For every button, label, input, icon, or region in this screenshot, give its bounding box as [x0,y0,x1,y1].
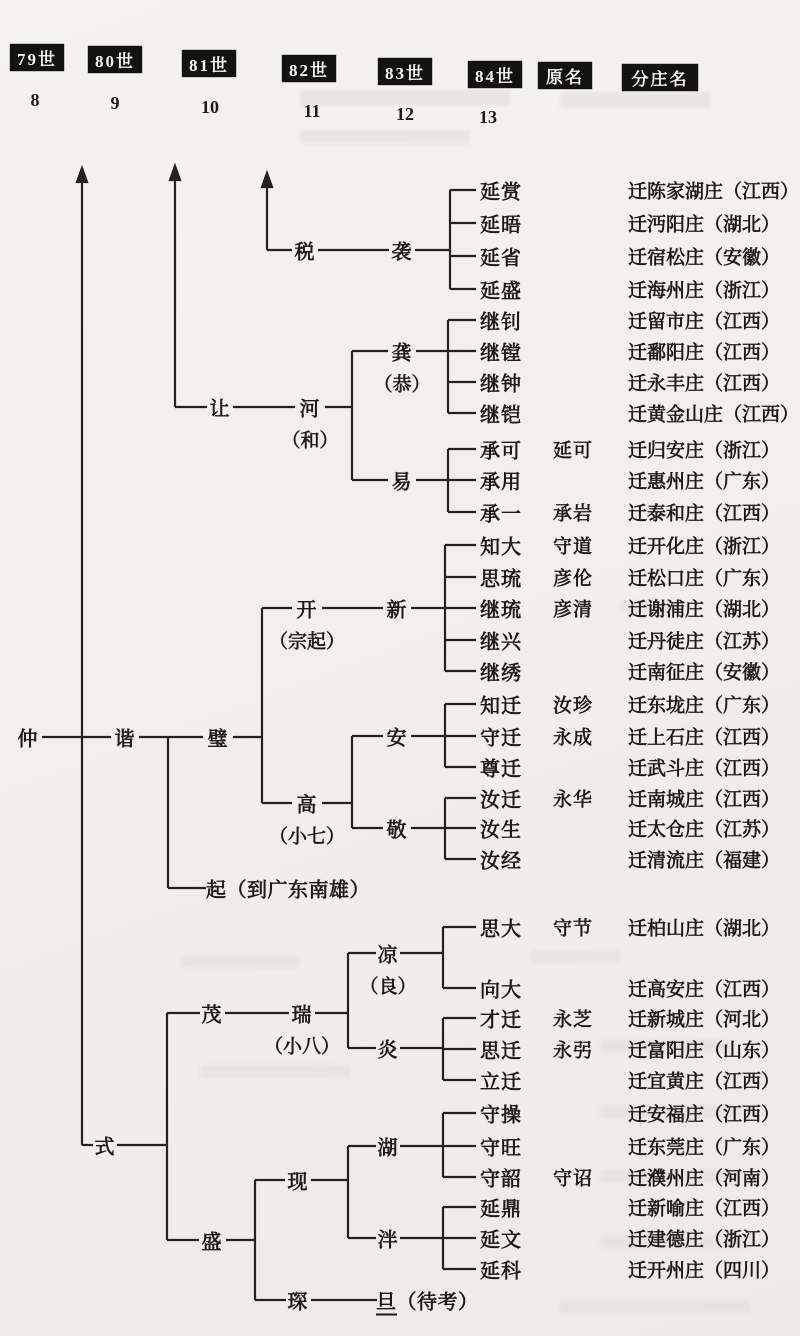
ancestor-node-shi: 式 [94,1136,116,1159]
ancestor-node-kai: 开 [296,599,318,622]
migration-destination: 迁太仓庄（江苏） [628,819,781,841]
descendant-name: 延省 [480,247,522,270]
ancestor-node-qi-note: （到广东南雄） [226,879,370,902]
descendant-name: 延文 [480,1229,522,1252]
descendant-name: 守操 [480,1104,522,1127]
descendant-name: 继绣 [480,662,522,685]
descendant-name: 延晤 [480,214,522,237]
ancestor-node-dan [376,1286,479,1315]
migration-destination: 迁南城庄（江西） [628,789,781,811]
original-name: 守诏 [553,1168,594,1190]
ancestor-node-hu: 湖 [377,1137,399,1160]
migration-destination: 迁柏山庄（湖北） [628,918,781,940]
generation-header-box: 82世 [282,55,336,82]
ancestor-node-rui-alt-name: （小八） [263,1036,341,1058]
original-name: 汝珍 [553,695,594,717]
generation-number: 10 [201,97,219,117]
descendant-name: 延盛 [480,280,522,303]
descendant-name: 思迁 [480,1040,522,1063]
migration-destination: 迁陈家湖庄（江西） [628,181,800,203]
migration-destination: 迁黄金山庄（江西） [628,404,800,426]
migration-destination: 迁富阳庄（山东） [628,1040,781,1062]
original-name: 永华 [553,789,594,811]
descendant-name: 汝迁 [480,789,522,812]
migration-destination: 迁宜黄庄（江西） [628,1071,781,1093]
ancestor-node-gao-alt-name: （小七） [268,826,346,848]
generation-number: 8 [30,90,40,110]
ancestor-node-liang: 凉 [377,944,399,967]
migration-destination: 迁建德庄（浙江） [628,1229,781,1251]
ancestor-node-rui: 瑞 [291,1004,313,1027]
descendant-name: 继钟 [480,373,522,396]
ancestor-node-liang-alt-name: （良） [359,976,417,998]
descendant-name: 思大 [480,918,522,941]
original-name: 彦清 [553,599,594,621]
migration-destination: 迁新城庄（河北） [628,1009,781,1031]
migration-destination: 迁开州庄（四川） [628,1260,781,1282]
generation-number: 11 [303,101,321,121]
original-name: 永芝 [553,1009,594,1031]
ancestor-node-yi: 易 [391,471,413,494]
ancestor-node-gao: 高 [296,794,318,817]
migration-destination: 迁濮州庄（河南） [628,1168,781,1190]
descendant-name: 守旺 [480,1137,522,1160]
ancestor-node-jing: 敬 [386,819,408,842]
migration-destination: 迁海州庄（浙江） [628,280,781,302]
descendant-name: 继镗 [480,342,522,365]
ancestor-node-gong: 龚 [391,342,413,365]
descendant-name: 继钊 [480,311,522,334]
ancestor-node-dan-label: 旦 [376,1291,397,1314]
migration-destination: 迁新喻庄（江西） [628,1198,781,1220]
migration-destination: 迁东莞庄（广东） [628,1137,781,1159]
ancestor-node-bi: 璧 [207,728,229,751]
migration-destination: 迁高安庄（江西） [628,979,781,1001]
ancestor-node-qi-label: 起 [206,879,227,902]
generation-number: 12 [396,104,414,124]
descendant-name: 延科 [480,1260,522,1283]
migration-destination: 迁鄱阳庄（江西） [628,342,781,364]
migration-destination: 迁清流庄（福建） [628,850,781,872]
ancestor-node-zhong: 仲 [17,728,39,751]
migration-destination: 迁南征庄（安徽） [628,662,781,684]
descendant-name: 继琉 [480,599,522,622]
bleed-through-artifact [200,1065,350,1078]
bleed-through-artifact [560,1300,750,1313]
migration-destination: 迁归安庄（浙江） [628,440,781,462]
ancestor-node-dan-note: （待考） [396,1291,479,1314]
generation-header-box: 80世 [88,46,142,73]
migration-destination: 迁沔阳庄（湖北） [628,214,781,236]
generation-header-box: 79世 [10,44,64,71]
descendant-name: 知大 [480,536,522,559]
ancestor-node-xi: 袭 [391,241,413,264]
migration-destination: 迁上石庄（江西） [628,727,781,749]
ancestor-node-xie: 谐 [114,728,136,751]
migration-destination: 迁武斗庄（江西） [628,758,781,780]
original-name: 彦伦 [553,568,594,590]
generation-header-box: 84世 [468,61,522,88]
generation-number: 13 [479,107,497,127]
bleed-through-artifact [180,955,300,968]
migration-destination: 迁永丰庄（江西） [628,373,781,395]
descendant-name: 汝经 [480,850,522,873]
descendant-name: 承一 [480,503,522,526]
ancestor-node-gong-alt-name: （恭） [373,374,431,396]
original-name: 永弜 [553,1040,594,1062]
descendant-name: 立迁 [480,1071,522,1094]
migration-destination: 迁泰和庄（江西） [628,503,781,525]
bleed-through-artifact [530,950,620,963]
ancestor-node-shui: 税 [294,241,316,264]
descendant-name: 守韶 [480,1168,522,1191]
generation-number: 9 [110,93,120,113]
ancestor-node-an: 安 [386,727,408,750]
descendant-name: 才迁 [480,1009,522,1032]
ancestor-node-xian: 现 [287,1171,309,1194]
migration-destination: 迁开化庄（浙江） [628,536,781,558]
ancestor-node-xin: 新 [386,599,408,622]
descendant-name: 尊迁 [480,758,522,781]
ancestor-node-sheng: 盛 [201,1231,223,1254]
ancestor-node-rang: 让 [209,398,231,421]
descendant-name: 延鼎 [480,1198,522,1221]
original-name: 永成 [553,727,594,749]
bleed-through-artifact [560,92,710,108]
descendant-name: 承可 [480,440,522,463]
migration-destination: 迁东垅庄（广东） [628,695,781,717]
descendant-name: 承用 [480,471,522,494]
ancestor-node-chen: 琛 [287,1291,309,1314]
migration-destination: 迁安福庄（江西） [628,1104,781,1126]
descendant-name: 汝生 [480,819,522,842]
original-name: 守道 [553,536,594,558]
migration-destination: 迁谢浦庄（湖北） [628,599,781,621]
migration-destination: 迁松口庄（广东） [628,568,781,590]
bleed-through-artifact [300,130,470,144]
ancestor-node-he-alt-name: （和） [281,430,339,452]
generation-header-box: 原名 [538,62,592,89]
original-name: 延可 [553,440,594,462]
ancestor-node-yan: 炎 [377,1039,399,1062]
ancestor-node-kai-alt-name: （宗起） [268,631,346,653]
ancestor-node-pan: 泮 [377,1229,399,1252]
generation-header-box: 81世 [182,50,236,77]
descendant-name: 延赏 [480,181,522,204]
descendant-name: 继兴 [480,631,522,654]
ancestor-node-mao: 茂 [201,1004,223,1027]
original-name: 承岩 [553,503,594,525]
descendant-name: 向大 [480,979,522,1002]
migration-destination: 迁惠州庄（广东） [628,471,781,493]
ancestor-node-he: 河 [299,398,321,421]
original-name: 守节 [553,918,594,940]
descendant-name: 继铠 [480,404,522,427]
descendant-name: 守迁 [480,727,522,750]
ancestor-node-qi [206,874,370,903]
migration-destination: 迁留市庄（江西） [628,311,781,333]
generation-header-box: 分庄名 [622,64,698,91]
descendant-name: 思琉 [480,568,522,591]
generation-header-box: 83世 [378,58,432,85]
migration-destination: 迁丹徒庄（江苏） [628,631,781,653]
migration-destination: 迁宿松庄（安徽） [628,247,781,269]
descendant-name: 知迁 [480,695,522,718]
